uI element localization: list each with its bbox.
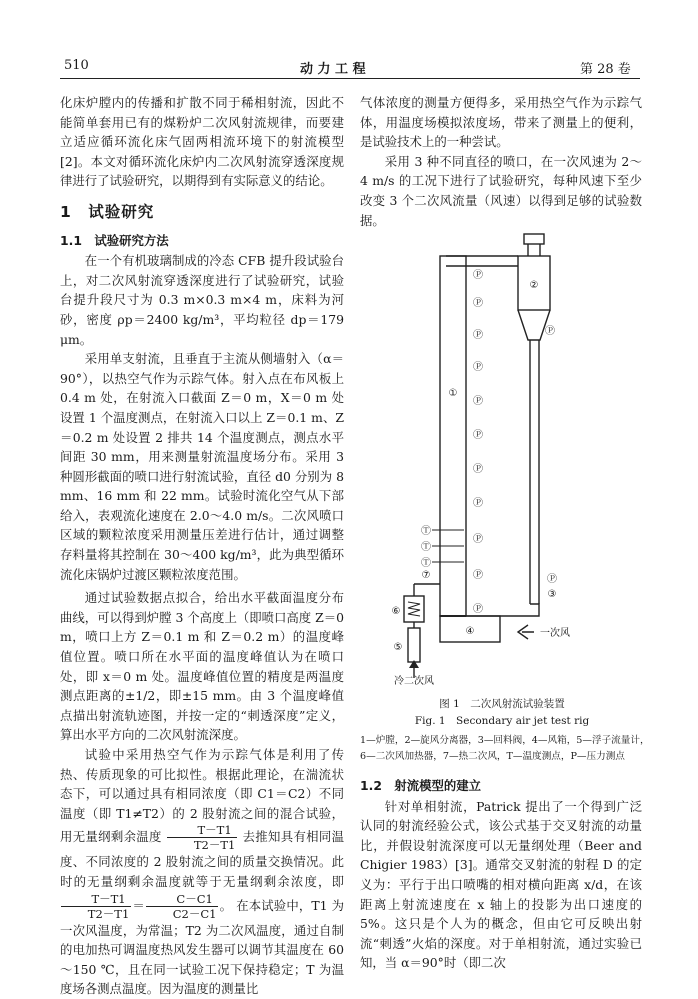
paragraph-peak-positions: 通过试验数据点拟合，给出水平截面温度分布曲线，可以得到炉膛 3 个高度上（即喷口高度 Z＝0 m，喷口上方 Z＝0.1 m 和 Z＝0.2 m）的温度峰值位置。喷口所在水平面的温度峰值认为在喷口处，即 x＝0 m 处。温度峰值位置的精度是两温度测点距离的±1/2，即±15 mm。由 3 个温度峰值点描出射流轨迹图，并按一定的“刺透深度”定义，算出水平方向的二次风射流深度。 <box>60 590 345 743</box>
pressure-tap: Ⓟ <box>473 362 483 373</box>
figure-test-rig <box>358 232 643 687</box>
page-number: 510 <box>64 58 89 73</box>
paragraph-test-conditions: 采用 3 种不同直径的喷口，在一次风速为 2～4 m/s 的工况下进行了试验研究，每种风速下至少改变 3 个二次风流量（风速）以得到足够的试验数据。 <box>360 153 642 228</box>
right-column-top <box>360 93 642 230</box>
intro-paragraph: 化床炉膛内的传播和扩散不同于稀相射流，因此不能简单套用已有的煤粉炉二次风射流规律，而要建立适应循环流化床气固两相流环境下的射流模型[2]。本文对循环流化床炉内二次风射流穿透深度规律进行了试验研究，以期得到有实际意义的结论。 <box>60 95 344 189</box>
pressure-tap: Ⓟ <box>473 330 483 341</box>
pressure-tap: Ⓟ <box>473 270 483 281</box>
fraction-denominator: C2－C1 <box>172 906 217 921</box>
fraction-end-mark: 。 <box>219 897 233 913</box>
equals-sign: ＝ <box>132 897 145 913</box>
primary-air-label: 一次风 <box>540 628 570 639</box>
pressure-tap: Ⓟ <box>473 498 483 509</box>
pressure-tap: Ⓟ <box>473 534 483 545</box>
fraction-numerator: C－C1 <box>146 892 219 907</box>
cold-air-arrowhead <box>409 660 419 668</box>
section-heading: 1 试验研究 <box>60 202 155 221</box>
label-riser: ① <box>448 388 458 399</box>
temperature-point: Ⓣ <box>421 542 431 553</box>
temperature-fraction <box>61 892 131 921</box>
left-column <box>60 93 344 999</box>
temperature-point: Ⓣ <box>421 558 431 569</box>
figure-legend <box>360 733 650 765</box>
flowmeter <box>408 628 420 662</box>
right-column-bottom <box>360 776 642 973</box>
header-rule <box>60 78 640 79</box>
dimensionless-temperature-fraction <box>167 823 237 852</box>
fraction-denominator: T2－T1 <box>193 838 236 853</box>
label-windbox: ④ <box>465 626 475 637</box>
heater-coil <box>408 602 420 616</box>
concentration-fraction <box>146 892 219 921</box>
pressure-tap: Ⓟ <box>473 464 483 475</box>
pressure-tap: Ⓟ <box>545 326 555 337</box>
paragraph-tracer-convenience: 气体浓度的测量方便得多，采用热空气作为示踪气体，用温度场模拟浓度场，带来了测量上的便利，是试验技术上的一种尝试。 <box>360 95 642 150</box>
temperature-point: Ⓣ <box>421 526 431 537</box>
cold-secondary-air-label: 冷二次风 <box>394 676 434 687</box>
tracer-text-c: 在本试验中，T1 为一次风温度，为常温；T2 为二次风温度，通过自制的电加热可调温度热风发生器可以调节其温度在 60～150 ℃，且在同一试验工况下保持稳定；T 为温度场各测点温度。因为温度的测量比 <box>60 897 345 997</box>
pressure-tap: Ⓟ <box>547 574 557 585</box>
exhaust-cap <box>524 234 544 244</box>
fraction-numerator: T－T1 <box>167 823 237 838</box>
pressure-tap: Ⓟ <box>473 570 483 581</box>
tracer-text-b: 去推知具有相同温度、不同浓度的 2 股射流之间的质量交换情况。此时的无量纲剩余温度就等于无量纲剩余浓度，即 <box>60 829 345 889</box>
fraction-denominator: T2－T1 <box>87 906 130 921</box>
test-rig-diagram <box>358 232 643 687</box>
label-hot-secondary: ⑦ <box>421 570 431 581</box>
legend-line-2: 6—二次风加热器，7—热二次风，T—温度测点，P—压力测点 <box>360 751 625 762</box>
primary-air-arrow <box>518 625 534 639</box>
paragraph-test-rig: 在一个有机玻璃制成的冷态 CFB 提升段试验台上，对二次风射流穿透深度进行了试验研究，试验台提升段尺寸为 0.3 m×0.3 m×4 m，床料为河砂，密度 ρp＝2400 kg/m³，平均粒径 dp＝179 μm。 <box>60 253 344 347</box>
fraction-numerator: T－T1 <box>61 892 131 907</box>
pressure-tap: Ⓟ <box>473 298 483 309</box>
paragraph-jet-setup: 采用单支射流，且垂直于主流从侧墙射入（α＝90°），以热空气作为示踪气体。射入点在布风板上 0.4 m 处，在射流入口截面 Z＝0 m，X＝0 m 处设置 1 个温度测点，在射流入口以上 Z＝0.1 m、Z＝0.2 m 处设置 2 排共 14 个温度测点，测点水平间距 30 mm，用来测量射流温度场分布。采用 3 种圆形截面的喷口进行射流试验，直径 d0 分别为 8 mm、16 mm 和 22 mm。试验时流化空气从下部给入，表观流化速度在 2.0～4.0 m/s。二次风喷口区域的颗粒浓度采用测量压差进行估计，通过调整存料量将其控制在 30～400 kg/m³，此为典型循环流化床锅炉过渡区颗粒浓度范围。 <box>60 351 344 582</box>
figure-caption-en: Fig. 1 Secondary air jet test rig <box>414 715 590 727</box>
pressure-tap: Ⓟ <box>473 396 483 407</box>
subsection-1-2-heading: 1.2 射流模型的建立 <box>360 778 482 793</box>
legend-line-1: 1—炉膛，2—旋风分离器，3—回料阀，4—风箱，5—浮子流量计， <box>360 735 650 746</box>
journal-title: 动 力 工 程 <box>300 62 366 77</box>
figure-caption-cn: 图 1 二次风射流试验装置 <box>439 698 565 710</box>
tracer-text-a: 试验中采用热空气作为示踪气体是利用了传热、传质现象的可比拟性。根据此理论，在湍流状态下，可以通过具有相同浓度（即 C1＝C2）不同温度（即 T1≠T2）的 2 股射流之间的混合试验，用无量纲剩余温度 <box>60 747 344 845</box>
label-loop-seal: ③ <box>547 589 557 600</box>
subsection-1-1-heading: 1.1 试验研究方法 <box>60 232 169 248</box>
pressure-tap: Ⓟ <box>473 430 483 441</box>
label-heater: ⑥ <box>391 606 401 617</box>
pressure-tap: Ⓟ <box>473 604 483 615</box>
volume-label: 第 28 卷 <box>580 62 631 77</box>
paragraph-jet-model: 针对单相射流，Patrick 提出了一个得到广泛认同的射流经验公式，该公式基于交叉射流的动量比，并假设射流深度可以无量纲处理（Beer and Chigier 1983）[3]。通常交叉射流的射程 D 的定义为：平行于出口喷嘴的相对横向距离 x/d，在该距离上射流速度在 x 轴上的投影为出口速度的 5%。这只是个人为的概念，但由它可反映出射流“刺透”火焰的深度。对于单相射流，通过实验已知，当 α＝90°时（即二次 <box>360 798 642 971</box>
label-flowmeter: ⑤ <box>393 642 403 653</box>
label-cyclone: ② <box>529 280 539 291</box>
paragraph-tracer-method <box>60 745 344 999</box>
